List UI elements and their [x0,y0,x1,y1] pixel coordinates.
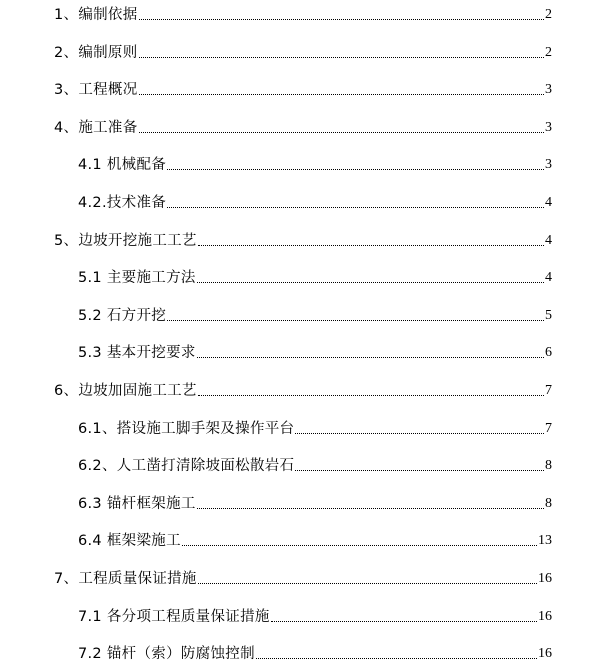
toc-dot-leader [139,132,544,133]
toc-entry-page-number: 5 [545,307,552,323]
toc-entry[interactable] [78,152,552,174]
toc-entry[interactable] [78,190,552,212]
toc-dot-leader [139,94,544,95]
toc-entry-title: 6.1、搭设施工脚手架及操作平台 [78,420,295,437]
toc-dot-leader [295,470,544,471]
toc-dot-leader [182,545,537,546]
toc-entry-title: 7.1 各分项工程质量保证措施 [78,608,270,625]
toc-entry[interactable] [54,228,552,250]
toc-entry[interactable] [54,115,552,137]
toc-dot-leader [256,658,537,659]
toc-entry-title: 6.2、人工凿打清除坡面松散岩石 [78,458,295,475]
toc-entry-page-number: 3 [545,157,552,173]
toc-dot-leader [167,320,544,321]
toc-entry[interactable] [78,604,552,626]
toc-entry-title: 5、边坡开挖施工工艺 [54,232,197,249]
toc-entry[interactable] [54,40,552,62]
toc-entry-title: 4、施工准备 [54,119,138,136]
toc-entry-page-number: 2 [545,44,552,60]
toc-dot-leader [197,508,544,509]
toc-entry-title: 7、工程质量保证措施 [54,571,197,587]
toc-entry-page-number: 2 [545,7,552,22]
toc-entry-title: 4.2.技术准备 [78,195,167,211]
toc-entry-page-number: 13 [538,533,552,549]
toc-entry-title: 5.2 石方开挖 [78,307,167,324]
toc-entry-title: 4.1 机械配备 [78,157,167,174]
toc-dot-leader [197,282,544,283]
toc-entry-title: 6.4 框架梁施工 [78,533,181,550]
toc-entry-title: 5.3 基本开挖要求 [78,345,196,362]
toc-entry-title: 1、编制依据 [54,7,138,23]
toc-entry-page-number: 4 [545,232,552,248]
toc-dot-leader [139,57,544,58]
toc-entry-page-number: 3 [545,82,552,98]
toc-entry[interactable] [78,453,552,475]
toc-entry-page-number: 8 [545,495,552,511]
toc-entry[interactable] [78,491,552,513]
toc-dot-leader [295,433,544,434]
toc-entry[interactable] [54,378,552,400]
toc-entry-page-number: 7 [545,383,552,398]
toc-entry-page-number: 8 [545,458,552,474]
toc-entry-title: 3、工程概况 [54,82,138,99]
toc-entry[interactable] [54,2,552,24]
toc-entry-title: 2、编制原则 [54,44,138,61]
toc-dot-leader [139,19,544,20]
toc-entry[interactable] [54,566,552,588]
toc-entry-page-number: 3 [545,119,552,135]
toc-entry[interactable] [54,77,552,99]
toc-dot-leader [197,357,544,358]
toc-dot-leader [198,395,544,396]
toc-entry-page-number: 6 [545,345,552,361]
toc-dot-leader [198,245,544,246]
toc-entry-page-number: 16 [538,646,552,662]
toc-entry[interactable] [78,303,552,325]
toc-entry-page-number: 4 [545,270,552,286]
toc-dot-leader [167,207,544,208]
toc-entry[interactable] [78,416,552,438]
toc-dot-leader [198,583,537,584]
toc-entry-page-number: 4 [545,195,552,210]
toc-dot-leader [271,621,537,622]
toc-entry[interactable] [78,340,552,362]
toc-entry-title: 6、边坡加固施工工艺 [54,383,197,399]
toc-entry-title: 5.1 主要施工方法 [78,270,196,287]
toc-entry-title: 6.3 锚杆框架施工 [78,495,196,512]
toc-entry-page-number: 16 [538,571,552,586]
toc-entry[interactable] [78,265,552,287]
toc-dot-leader [167,169,544,170]
toc-entry[interactable] [78,641,552,663]
toc-entry-page-number: 16 [538,608,552,624]
toc-entry[interactable] [78,528,552,550]
toc-entry-title: 7.2 锚杆（索）防腐蚀控制 [78,646,255,663]
toc-entry-page-number: 7 [545,420,552,436]
